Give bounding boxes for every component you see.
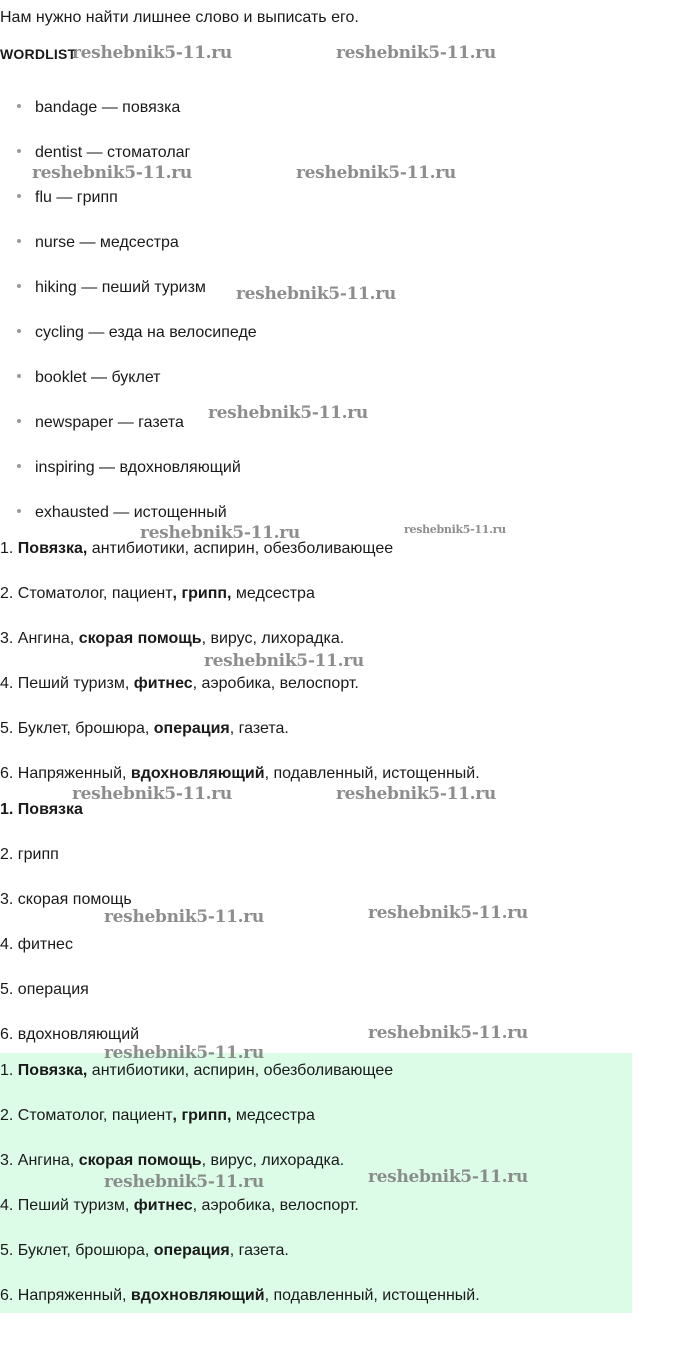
answer-box-line: 4. Пеший туризм, фитнес, аэробика, велоспорт. bbox=[0, 1197, 359, 1214]
wordlist-item: newspaper — газета bbox=[17, 413, 184, 433]
watermark: reshebnik5-11.ru bbox=[104, 1172, 264, 1192]
watermark: reshebnik5-11.ru bbox=[32, 163, 192, 183]
question-line: 5. Буклет, брошюра, операция, газета. bbox=[0, 720, 289, 737]
watermark: reshebnik5-11.ru bbox=[336, 43, 496, 63]
bullet-icon bbox=[17, 104, 21, 108]
answer-box bbox=[0, 1053, 632, 1313]
short-answer: 1. Повязка bbox=[0, 801, 83, 818]
question-line: 3. Ангина, скорая помощь, вирус, лихорадка. bbox=[0, 630, 345, 647]
short-answer: 4. фитнес bbox=[0, 936, 73, 953]
wordlist-item: exhausted — истощенный bbox=[17, 503, 227, 523]
wordlist-item: flu — грипп bbox=[17, 188, 118, 208]
bullet-icon bbox=[17, 464, 21, 468]
wordlist-title: WORDLIST bbox=[0, 46, 77, 62]
watermark: reshebnik5-11.ru bbox=[404, 523, 506, 536]
short-answer: 5. операция bbox=[0, 981, 89, 998]
short-answer: 6. вдохновляющий bbox=[0, 1026, 140, 1043]
short-answer: 3. скорая помощь bbox=[0, 891, 132, 908]
answer-box-line: 3. Ангина, скорая помощь, вирус, лихорадка. bbox=[0, 1152, 345, 1169]
watermark: reshebnik5-11.ru bbox=[104, 1043, 264, 1063]
question-line: 6. Напряженный, вдохновляющий, подавленный, истощенный. bbox=[0, 765, 480, 782]
wordlist-item: nurse — медсестра bbox=[17, 233, 179, 253]
wordlist-item: booklet — буклет bbox=[17, 368, 161, 388]
answer-box-line: 2. Стоматолог, пациент, грипп, медсестра bbox=[0, 1107, 315, 1124]
wordlist-item: bandage — повязка bbox=[17, 98, 180, 118]
bullet-icon bbox=[17, 509, 21, 513]
question-line: 4. Пеший туризм, фитнес, аэробика, велоспорт. bbox=[0, 675, 359, 692]
watermark: reshebnik5-11.ru bbox=[140, 523, 300, 543]
wordlist-item: inspiring — вдохновляющий bbox=[17, 458, 241, 478]
answer-box-line: 6. Напряженный, вдохновляющий, подавленный, истощенный. bbox=[0, 1287, 480, 1304]
watermark: reshebnik5-11.ru bbox=[208, 403, 368, 423]
watermark: reshebnik5-11.ru bbox=[296, 163, 456, 183]
bullet-icon bbox=[17, 149, 21, 153]
watermark: reshebnik5-11.ru bbox=[368, 1023, 528, 1043]
bullet-icon bbox=[17, 239, 21, 243]
question-line: 2. Стоматолог, пациент, грипп, медсестра bbox=[0, 585, 315, 602]
wordlist-item: cycling — езда на велосипеде bbox=[17, 323, 257, 343]
short-answer: 2. грипп bbox=[0, 846, 59, 863]
bullet-icon bbox=[17, 329, 21, 333]
question-line: 1. Повязка, антибиотики, аспирин, обезболивающее bbox=[0, 540, 394, 557]
answer-box-line: 5. Буклет, брошюра, операция, газета. bbox=[0, 1242, 289, 1259]
answer-box-line: 1. Повязка, антибиотики, аспирин, обезболивающее bbox=[0, 1062, 394, 1079]
watermark: reshebnik5-11.ru bbox=[368, 1167, 528, 1187]
bullet-icon bbox=[17, 419, 21, 423]
watermark: reshebnik5-11.ru bbox=[204, 651, 364, 671]
watermark: reshebnik5-11.ru bbox=[72, 784, 232, 804]
bullet-icon bbox=[17, 194, 21, 198]
wordlist-item: hiking — пеший туризм bbox=[17, 278, 206, 298]
bullet-icon bbox=[17, 374, 21, 378]
watermark: reshebnik5-11.ru bbox=[368, 903, 528, 923]
bullet-icon bbox=[17, 284, 21, 288]
watermark: reshebnik5-11.ru bbox=[104, 907, 264, 927]
watermark: reshebnik5-11.ru bbox=[236, 284, 396, 304]
watermark: reshebnik5-11.ru bbox=[336, 784, 496, 804]
watermark: reshebnik5-11.ru bbox=[72, 43, 232, 63]
task-text: Нам нужно найти лишнее слово и выписать его. bbox=[0, 9, 359, 26]
wordlist-item: dentist — стоматолаг bbox=[17, 143, 190, 163]
